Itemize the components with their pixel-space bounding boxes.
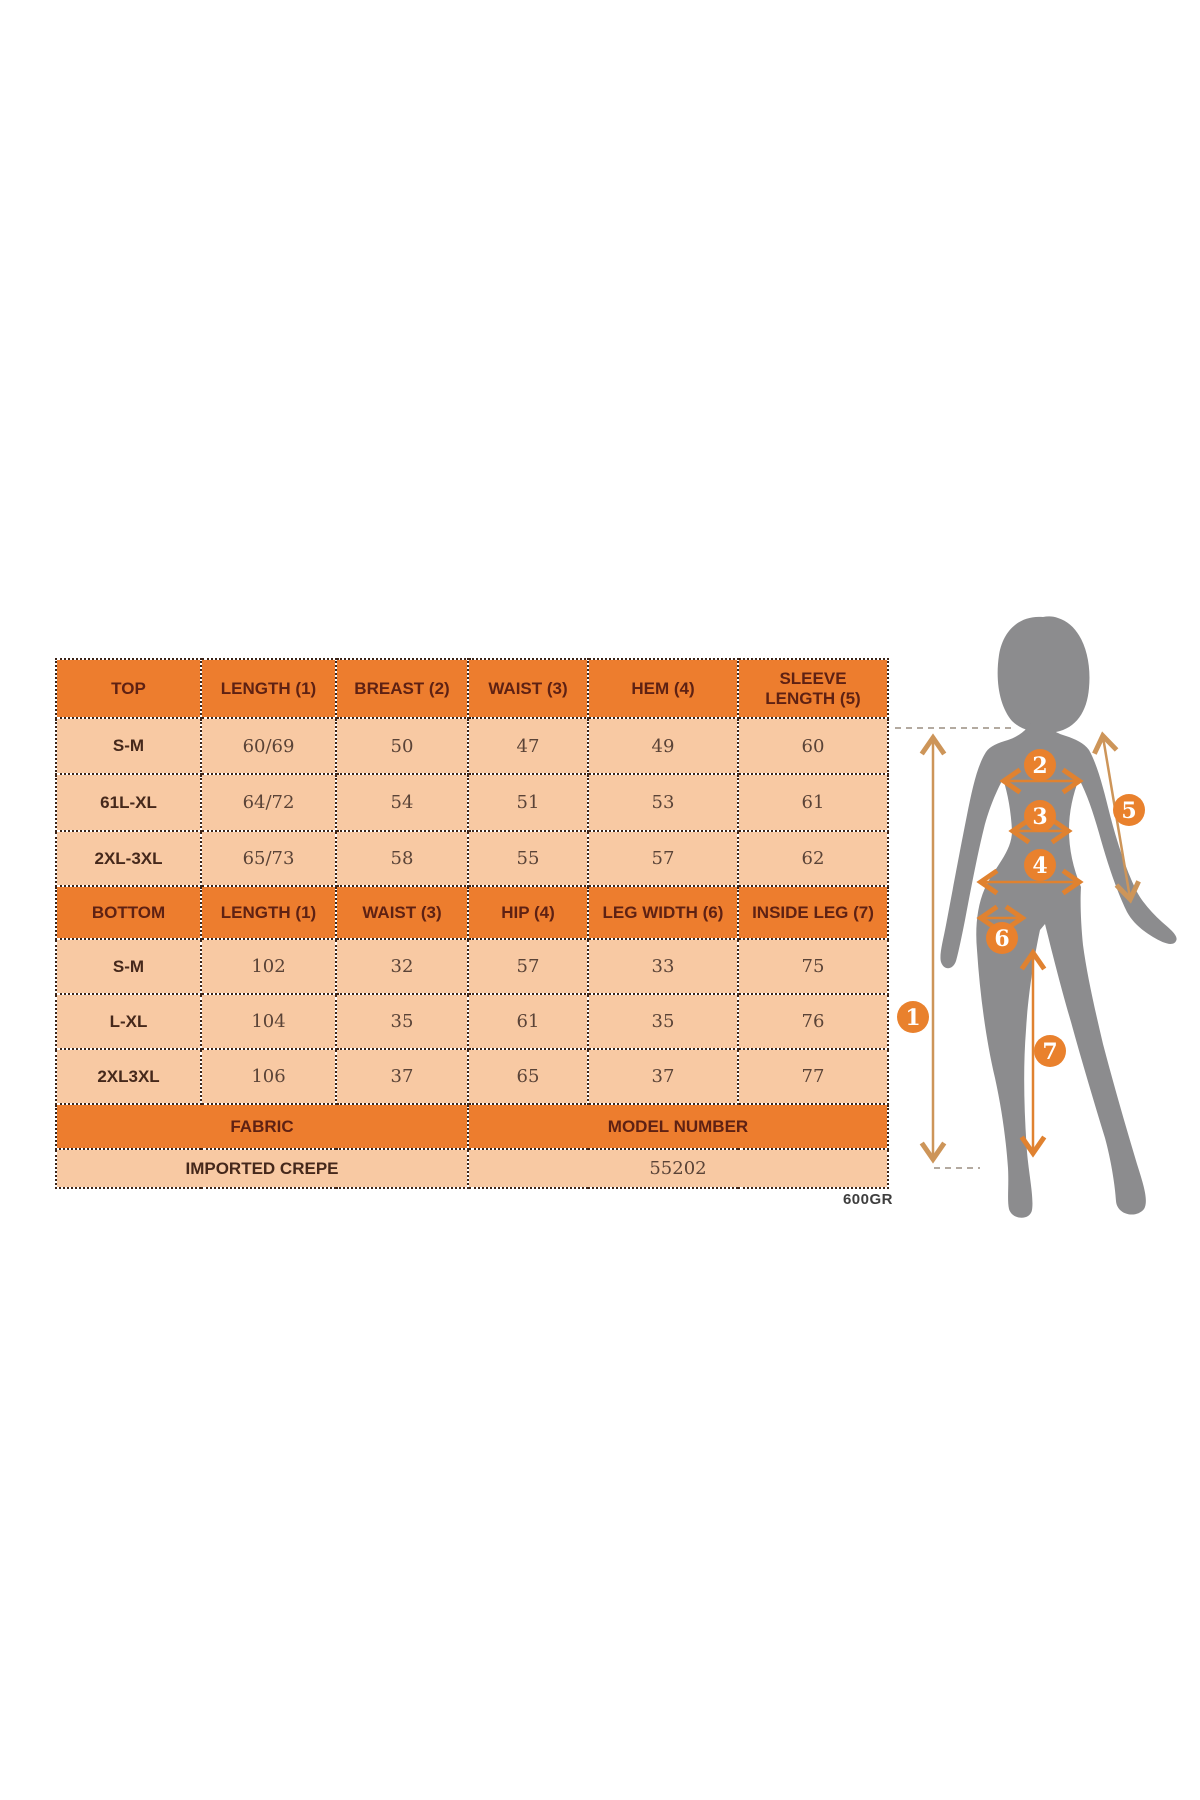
header-cell-waist: WAIST (3): [336, 886, 468, 939]
size-cell: 61L-XL: [56, 774, 201, 831]
bottom-row-2xl3xl: [56, 1049, 888, 1104]
value-cell: 35: [588, 994, 738, 1049]
marker-label-2: 2: [1032, 753, 1048, 779]
header-cell-inside-leg: INSIDE LEG (7): [738, 886, 888, 939]
marker-label-7: 7: [1042, 1039, 1058, 1065]
marker-label-4: 4: [1032, 853, 1048, 879]
bottom-header-row: [56, 886, 888, 939]
bottom-row-lxl: [56, 994, 888, 1049]
value-cell: 37: [588, 1049, 738, 1104]
marker-label-6: 6: [994, 926, 1010, 952]
top-row-2xl3xl: [56, 831, 888, 886]
value-cell: 49: [588, 718, 738, 774]
marker-label-5: 5: [1121, 798, 1137, 824]
value-cell: 106: [201, 1049, 336, 1104]
size-cell: 2XL-3XL: [56, 831, 201, 886]
header-cell-sleeve-length: SLEEVE LENGTH (5): [738, 659, 888, 718]
value-cell: 104: [201, 994, 336, 1049]
header-cell-leg-width: LEG WIDTH (6): [588, 886, 738, 939]
value-cell: 60/69: [201, 718, 336, 774]
header-cell-fabric: FABRIC: [56, 1104, 468, 1149]
value-cell: 51: [468, 774, 588, 831]
size-cell: S-M: [56, 939, 201, 994]
top-row-lxl: [56, 774, 888, 831]
value-cell: 65: [468, 1049, 588, 1104]
value-cell: 32: [336, 939, 468, 994]
size-chart-table: [55, 658, 889, 1189]
value-cell: 61: [468, 994, 588, 1049]
value-cell: 37: [336, 1049, 468, 1104]
header-cell-hip: HIP (4): [468, 886, 588, 939]
value-cell: 33: [588, 939, 738, 994]
top-header-row: [56, 659, 888, 718]
fabric-value-cell: IMPORTED CREPE: [56, 1149, 468, 1188]
size-cell: S-M: [56, 718, 201, 774]
value-cell: 61: [738, 774, 888, 831]
header-cell-length: LENGTH (1): [201, 659, 336, 718]
value-cell: 35: [336, 994, 468, 1049]
header-cell-breast: BREAST (2): [336, 659, 468, 718]
silhouette-body: [940, 716, 1176, 1218]
bottom-row-sm: [56, 939, 888, 994]
size-cell: L-XL: [56, 994, 201, 1049]
value-cell: 76: [738, 994, 888, 1049]
size-cell: 2XL3XL: [56, 1049, 201, 1104]
header-cell-top: TOP: [56, 659, 201, 718]
value-cell: 58: [336, 831, 468, 886]
value-cell: 64/72: [201, 774, 336, 831]
body-silhouette: [940, 616, 1176, 1217]
value-cell: 60: [738, 718, 888, 774]
weight-note: 600GR: [842, 1191, 893, 1208]
value-cell: 54: [336, 774, 468, 831]
footer-header-row: [56, 1104, 888, 1149]
measurement-figure: [880, 560, 1200, 1260]
marker-label-3: 3: [1032, 804, 1048, 830]
value-cell: 102: [201, 939, 336, 994]
value-cell: 53: [588, 774, 738, 831]
value-cell: 65/73: [201, 831, 336, 886]
header-cell-hem: HEM (4): [588, 659, 738, 718]
value-cell: 77: [738, 1049, 888, 1104]
header-cell-length: LENGTH (1): [201, 886, 336, 939]
value-cell: 50: [336, 718, 468, 774]
value-cell: 55: [468, 831, 588, 886]
header-cell-bottom: BOTTOM: [56, 886, 201, 939]
value-cell: 57: [588, 831, 738, 886]
value-cell: 75: [738, 939, 888, 994]
value-cell: 47: [468, 718, 588, 774]
silhouette-head: [998, 616, 1090, 733]
value-cell: 57: [468, 939, 588, 994]
model-number-value-cell: 55202: [468, 1149, 888, 1188]
header-cell-model-number: MODEL NUMBER: [468, 1104, 888, 1149]
header-cell-waist: WAIST (3): [468, 659, 588, 718]
top-row-sm: [56, 718, 888, 774]
value-cell: 62: [738, 831, 888, 886]
marker-label-1: 1: [905, 1005, 921, 1031]
footer-value-row: [56, 1149, 888, 1188]
